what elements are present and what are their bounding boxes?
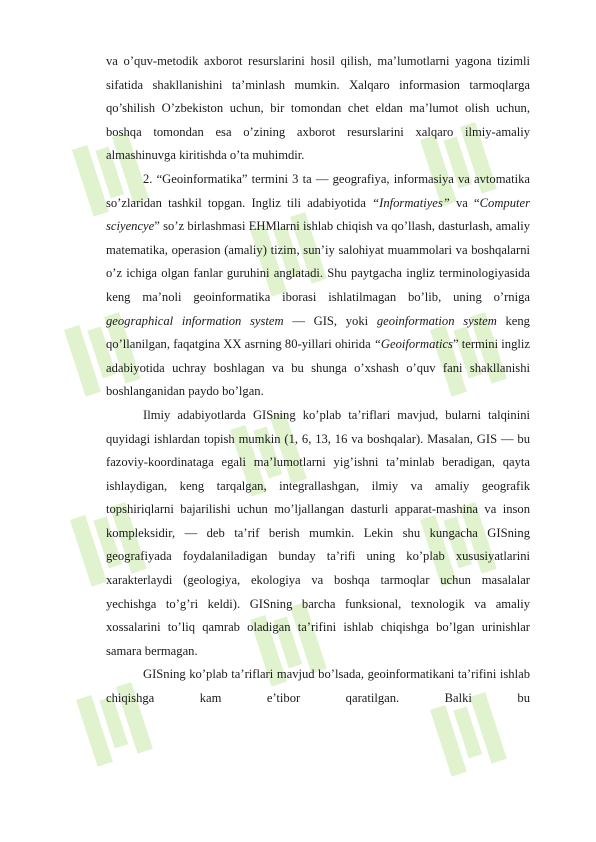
p2-italic-term: “Informatiyes”	[372, 195, 450, 210]
paragraph-1: va o’quv-metodik axborot resurslarini hosil qilish, ma’lumotlarni yagona tizimli sifatida shakllanishini ta’minlash mumkin. Xalqaro informasion tarmoqlarga qo’shilish O’zbekiston uchun, bir tomondan chet eldan ma’lumot olish uchun, boshqa tomondan esa o’zining axborot resurslarini xalqaro ilmiy-amaliy almashinuvga kiritishda o’ta muhimdir.	[106, 54, 530, 163]
p2-text: — GIS, yoki	[283, 313, 377, 328]
p2-italic-term: Computer sciyencye	[106, 195, 530, 234]
p2-text: 2. “Geoinformatika” termini 3 ta — geografiya, informasiya va avtomatika so’zlaridan tashkil topgan. Ingliz tili adabiyotida	[106, 171, 530, 210]
paragraph-3: Ilmiy adabiyotlarda GISning ko’plab ta’riflari mavjud, bularni talqinini quyidagi ishlardan topish mumkin (1, 6, 13, 16 va boshqalar). Masalan, GIS — bu fazoviy-koordinataga egali ma’lumotlarni yig’ishni ta’minlab beradigan, qayta ishlaydigan, keng tarqalgan, integrallashgan, ilmiy va amaliy geografik topshiriqlarni bajarilishi uchun mo’ljallangan dasturli apparat-mashina va inson kompleksidir, — deb ta’rif berish mumkin. Lekin shu kungacha GISning geografiyada foydalaniladigan bunday ta’rifi uning ko’plab xususiyatlarini xarakterlaydi (geologiya, ekologiya va boshqa tarmoqlar uchun masalalar yechishga to’g’ri keldi). GISning barcha funksional, texnologik va amaliy xossalarini to’liq qamrab oladigan ta’rifini ishlab chiqishga bo’lgan urinishlar samara bermagan.	[106, 407, 530, 658]
p2-italic-term: geographical information system	[106, 313, 284, 328]
p2-italic-term: geoinformation system	[376, 313, 497, 328]
p2-text: keng qo’llanilgan, faqatgina XX asrning 80-yillari ohirida	[106, 313, 530, 352]
p2-italic-term: “Geoiformatics	[373, 337, 453, 352]
p2-text: ” so’z birlashmasi EHMlarni ishlab chiqish va qo’llash, dasturlash, amaliy matematika, operasion (amaliy) tizim, sun’iy salohiyat muammolari va boshqalarni o’z ichiga olgan fanlar guruhini anglatadi. Shu paytgacha ingliz terminologiyasida keng ma’noli geoinformatika iborasi ishlatilmagan bo’lib, uning o’rniga	[106, 219, 530, 304]
document-body	[106, 50, 530, 711]
p2-text: ” termini ingliz adabiyotida uchray boshlagan va bu shunga o’xshash o’quv fani shakllanishi boshlanganidan paydo bo’lgan.	[106, 337, 530, 399]
paragraph-4: GISning ko’plab ta’riflari mavjud bo’lsada, geoinformatikani ta’rifini ishlab chiqishga kam e’tibor qaratilgan. Balki bu	[106, 667, 530, 706]
paragraph-2	[106, 168, 530, 404]
p2-text: va “	[449, 195, 480, 210]
